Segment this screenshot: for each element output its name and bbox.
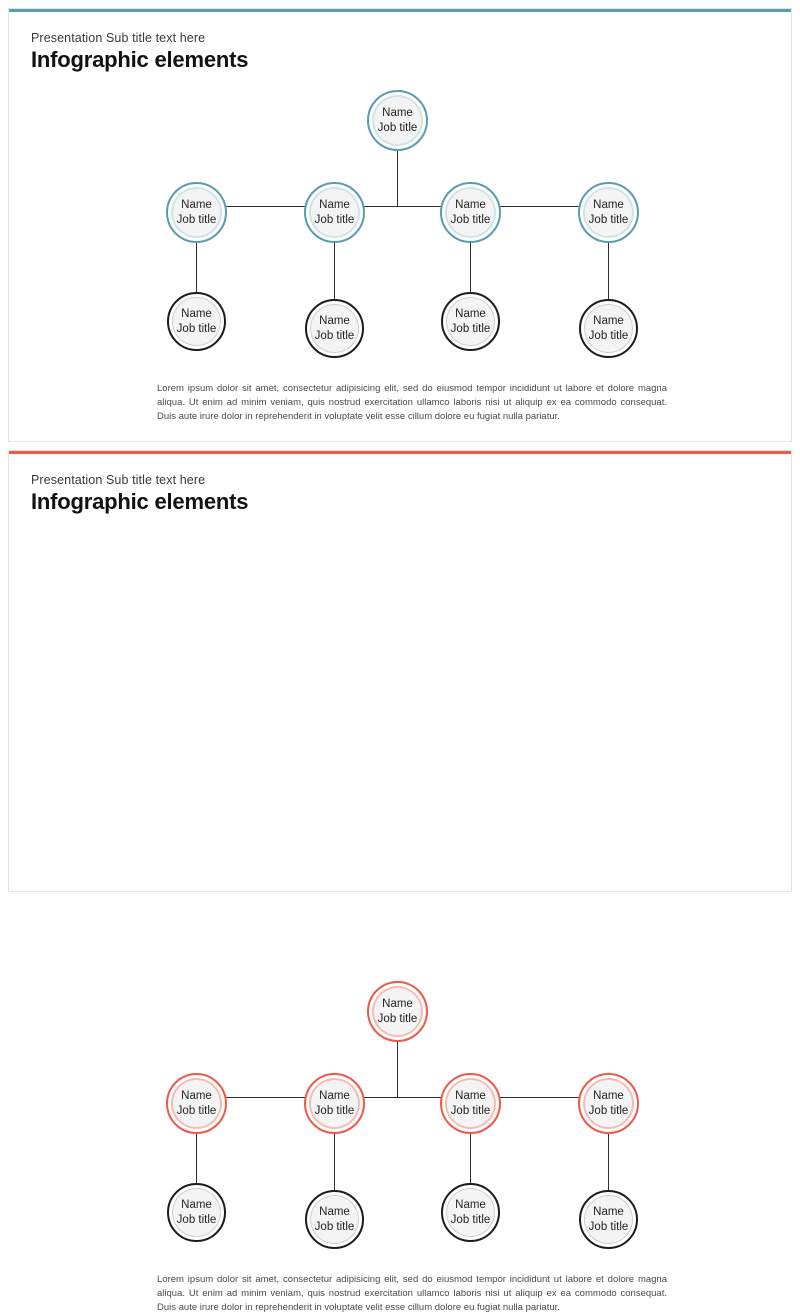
connector-top-to-bus: [397, 149, 398, 206]
slide-2-subtitle: Presentation Sub title text here: [31, 473, 205, 487]
node-top-name: Name: [382, 106, 413, 120]
node-middle-4-job: Job title: [589, 213, 629, 227]
node-bottom-4-job: Job title: [589, 329, 629, 343]
node-top-job: Job title: [378, 121, 418, 135]
slide-2-org-chart: [9, 451, 793, 891]
node-middle-3[interactable]: [440, 182, 501, 243]
node-middle-3-job: Job title: [451, 213, 491, 227]
node-bottom-3[interactable]: [441, 1183, 500, 1242]
slide-1-org-chart: [9, 9, 793, 441]
node-middle-2[interactable]: [304, 182, 365, 243]
connector-middle-bus: [196, 206, 608, 207]
node-top[interactable]: [367, 90, 428, 151]
node-middle-1-name: Name: [181, 1089, 212, 1103]
node-middle-4[interactable]: [578, 1073, 639, 1134]
slide-2-body-text: Lorem ipsum dolor sit amet, consectetur adipisicing elit, sed do eiusmod tempor incididunt ut labore et dolore magna aliqua. Ut enim ad minim veniam, quis nostrud exercitation ullamco laboris nisi ut aliquip ex ea commodo consequat. Duis aute irure dolor in reprehenderit in voluptate velit esse cillum dolore eu fugiat nulla pariatur.: [157, 1273, 667, 1315]
node-top[interactable]: [367, 981, 428, 1042]
node-middle-4[interactable]: [578, 182, 639, 243]
slide-1-body-text: Lorem ipsum dolor sit amet, consectetur adipisicing elit, sed do eiusmod tempor incididunt ut labore et dolore magna aliqua. Ut enim ad minim veniam, quis nostrud exercitation ullamco laboris nisi ut aliquip ex ea commodo consequat. Duis aute irure dolor in reprehenderit in voluptate velit esse cillum dolore eu fugiat nulla pariatur.: [157, 382, 667, 425]
slide-2: [8, 450, 792, 892]
node-bottom-2-job: Job title: [315, 1220, 355, 1234]
node-bottom-4[interactable]: [579, 299, 638, 358]
node-middle-1-job: Job title: [177, 213, 217, 227]
node-bottom-4-name: Name: [593, 1205, 624, 1219]
node-bottom-4-name: Name: [593, 314, 624, 328]
node-bottom-1-name: Name: [181, 1198, 212, 1212]
node-bottom-4-job: Job title: [589, 1220, 629, 1234]
node-middle-1-job: Job title: [177, 1104, 217, 1118]
slide-1: [8, 8, 792, 442]
node-bottom-2[interactable]: [305, 299, 364, 358]
node-bottom-3-name: Name: [455, 307, 486, 321]
node-middle-3-name: Name: [455, 1089, 486, 1103]
node-middle-4-name: Name: [593, 198, 624, 212]
node-middle-3-job: Job title: [451, 1104, 491, 1118]
slide-1-title: Infographic elements: [31, 47, 248, 73]
connector-middle-bus: [196, 1097, 608, 1098]
node-bottom-1-job: Job title: [177, 1213, 217, 1227]
node-bottom-2-job: Job title: [315, 329, 355, 343]
node-middle-1-name: Name: [181, 198, 212, 212]
node-bottom-3-name: Name: [455, 1198, 486, 1212]
node-bottom-2-name: Name: [319, 314, 350, 328]
node-bottom-3-job: Job title: [451, 322, 491, 336]
slide-1-subtitle: Presentation Sub title text here: [31, 31, 205, 45]
node-middle-4-job: Job title: [589, 1104, 629, 1118]
node-bottom-2-name: Name: [319, 1205, 350, 1219]
node-middle-4-name: Name: [593, 1089, 624, 1103]
node-bottom-3[interactable]: [441, 292, 500, 351]
node-middle-2[interactable]: [304, 1073, 365, 1134]
slide-2-title: Infographic elements: [31, 489, 248, 515]
node-bottom-1[interactable]: [167, 1183, 226, 1242]
node-bottom-1[interactable]: [167, 292, 226, 351]
node-middle-3-name: Name: [455, 198, 486, 212]
node-top-job: Job title: [378, 1012, 418, 1026]
node-bottom-2[interactable]: [305, 1190, 364, 1249]
node-middle-2-job: Job title: [315, 1104, 355, 1118]
node-middle-2-name: Name: [319, 1089, 350, 1103]
node-middle-1[interactable]: [166, 1073, 227, 1134]
node-bottom-3-job: Job title: [451, 1213, 491, 1227]
node-top-name: Name: [382, 997, 413, 1011]
node-bottom-1-job: Job title: [177, 322, 217, 336]
node-bottom-1-name: Name: [181, 307, 212, 321]
connector-top-to-bus: [397, 1040, 398, 1097]
node-middle-2-job: Job title: [315, 213, 355, 227]
node-middle-2-name: Name: [319, 198, 350, 212]
node-middle-3[interactable]: [440, 1073, 501, 1134]
node-bottom-4[interactable]: [579, 1190, 638, 1249]
node-middle-1[interactable]: [166, 182, 227, 243]
